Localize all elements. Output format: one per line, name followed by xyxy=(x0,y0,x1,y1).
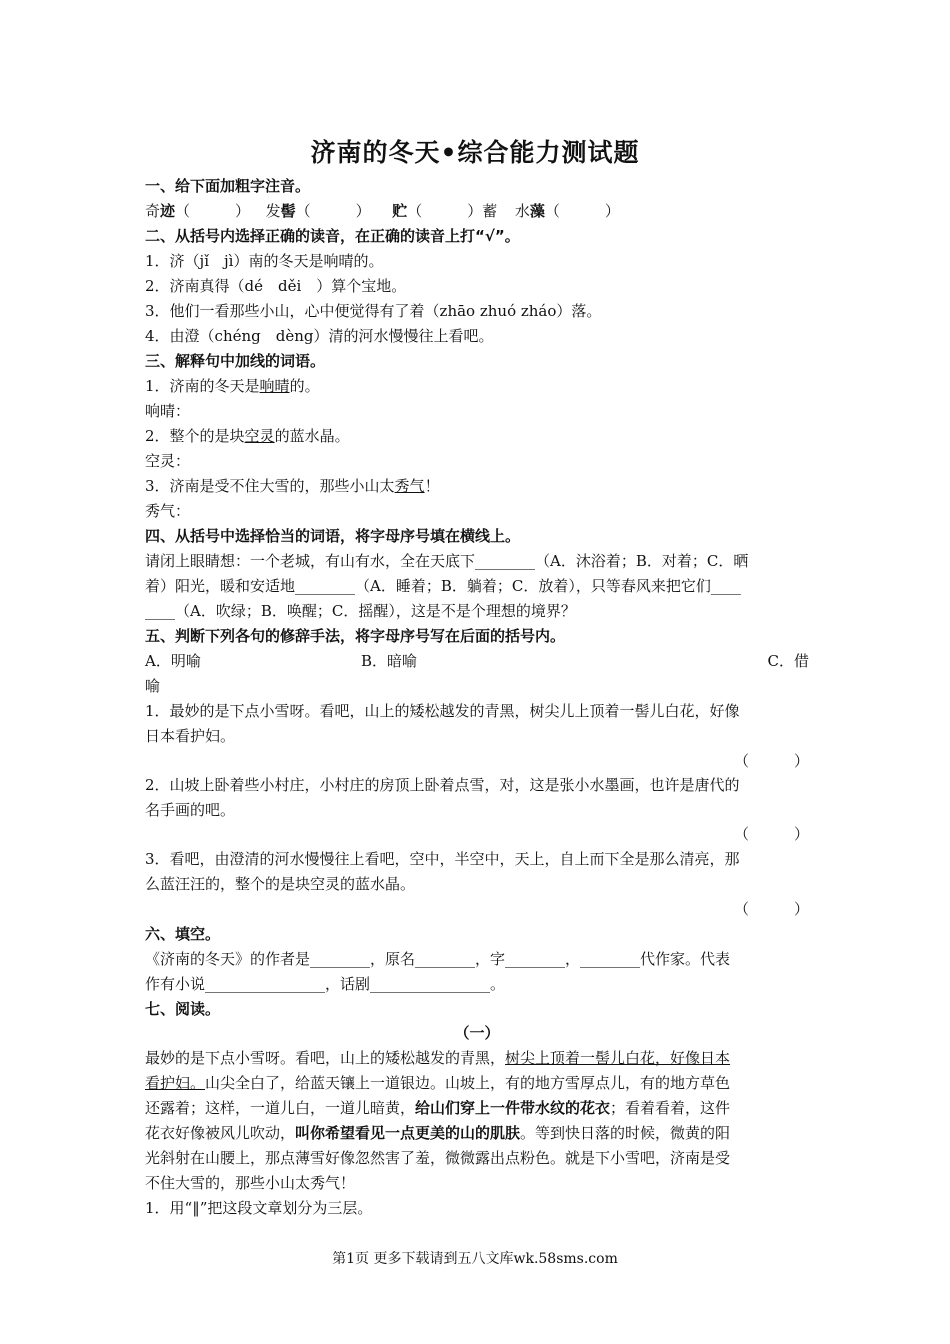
s3-question-3: 3．济南是受不住大雪的，那些小山太秀气！ xyxy=(145,477,440,495)
s5-q3-answer-paren: （ ） xyxy=(733,900,809,918)
s5-q2-answer-paren: （ ） xyxy=(733,825,809,843)
reading-line-3: 还露着；这样，一道儿白，一道儿暗黄，给山们穿上一件带水纹的花衣；看着看着，这件 xyxy=(145,1099,731,1117)
option-b: B．暗喻 xyxy=(361,652,418,670)
section-1-items xyxy=(145,201,809,221)
s4-line-1: 请闭上眼睛想：一个老城，有山有水，全在天底下________（A．沐浴着；B．对着；C．晒 xyxy=(145,552,749,570)
s2-line-2: 2．济南真得（dé děi ）算个宝地。 xyxy=(145,277,407,295)
s2-line-4: 4．由澄（chéng dèng）清的河水慢慢往上看吧。 xyxy=(145,327,494,345)
section-5-heading: 五、判断下列各句的修辞手法，将字母序号写在后面的括号内。 xyxy=(145,627,566,645)
item-2: 发髻（ ） xyxy=(265,202,371,220)
s3-question-1: 1．济南的冬天是响晴的。 xyxy=(145,377,320,395)
item-4: 水藻（ ） xyxy=(514,202,620,220)
item-1: 奇迹（ ） xyxy=(145,202,251,220)
s5-q1-line-2: 日本看护妇。 xyxy=(145,727,236,745)
option-c-cont: 喻 xyxy=(145,677,161,695)
s5-q3-line-2: 么蓝汪汪的，整个的是块空灵的蓝水晶。 xyxy=(145,875,416,893)
s3-question-2: 2．整个的是块空灵的蓝水晶。 xyxy=(145,427,350,445)
option-c: C．借 xyxy=(767,652,809,670)
s5-q1-line-1: 1．最妙的是下点小雪呀。看吧，山上的矮松越发的青黑，树尖儿上顶着一髻儿白花，好像 xyxy=(145,702,740,720)
reading-subtitle: （一） xyxy=(454,1024,500,1042)
reading-question-1: 1．用“‖”把这段文章划分为三层。 xyxy=(145,1199,373,1217)
s4-line-3: ____（A．吹绿；B．唤醒；C．摇醒），这是不是个理想的境界？ xyxy=(145,602,576,620)
s3-answer-1: 响晴： xyxy=(145,402,191,420)
reading-line-5: 光斜射在山腰上，那点薄雪好像忽然害了羞，微微露出点粉色。就是下小雪吧，济南是受 xyxy=(145,1149,731,1167)
page-footer: 第1页 更多下载请到五八文库wk.58sms.com xyxy=(332,1251,618,1267)
page-title: 济南的冬天•综合能力测试题 xyxy=(310,138,640,167)
section-6-heading: 六、填空。 xyxy=(145,925,221,943)
reading-line-2: 看护妇。山尖全白了，给蓝天镶上一道银边。山坡上，有的地方雪厚点儿，有的地方草色 xyxy=(145,1074,731,1092)
section-3-heading: 三、解释句中加线的词语。 xyxy=(145,352,326,370)
section-1-heading: 一、给下面加粗字注音。 xyxy=(145,177,311,195)
section-7-heading: 七、阅读。 xyxy=(145,1000,221,1018)
item-3: 贮（ ）蓄 xyxy=(392,202,498,220)
reading-line-1: 最妙的是下点小雪呀。看吧，山上的矮松越发的青黑，树尖上顶着一髻儿白花，好像日本 xyxy=(145,1049,731,1067)
section-2-heading: 二、从括号内选择正确的读音，在正确的读音上打“√”。 xyxy=(145,227,520,245)
s6-line-1: 《济南的冬天》的作者是________，原名________，字________，________代作家。代表 xyxy=(145,950,731,968)
reading-line-6: 不住大雪的，那些小山太秀气！ xyxy=(145,1174,356,1192)
s5-q1-answer-paren: （ ） xyxy=(733,752,809,770)
section-4-heading: 四、从括号中选择恰当的词语，将字母序号填在横线上。 xyxy=(145,527,521,545)
reading-line-4: 花衣好像被风儿吹动，叫你希望看见一点更美的山的肌肤。等到快日落的时候，微黄的阳 xyxy=(145,1124,731,1142)
s2-line-1: 1．济（jǐ jì）南的冬天是响晴的。 xyxy=(145,252,384,270)
s5-q3-line-1: 3．看吧，由澄清的河水慢慢往上看吧，空中，半空中，天上，自上而下全是那么清亮，那 xyxy=(145,850,740,868)
s5-q2-line-2: 名手画的吧。 xyxy=(145,801,236,819)
s6-line-2: 作有小说________________，话剧________________。 xyxy=(145,975,506,993)
s5-q2-line-1: 2．山坡上卧着些小村庄，小村庄的房顶上卧着点雪，对，这是张小水墨画，也许是唐代的 xyxy=(145,776,740,794)
s2-line-3: 3．他们一看那些小山，心中便觉得有了着（zhāo zhuó zháo）落。 xyxy=(145,302,602,320)
s4-line-2: 着）阳光，暖和安适地________（A．睡着；B．躺着；C．放着），只等春风来把它们____ xyxy=(145,577,741,595)
s3-answer-3: 秀气： xyxy=(145,502,191,520)
option-a: A．明喻 xyxy=(145,652,201,670)
s3-answer-2: 空灵： xyxy=(145,452,191,470)
